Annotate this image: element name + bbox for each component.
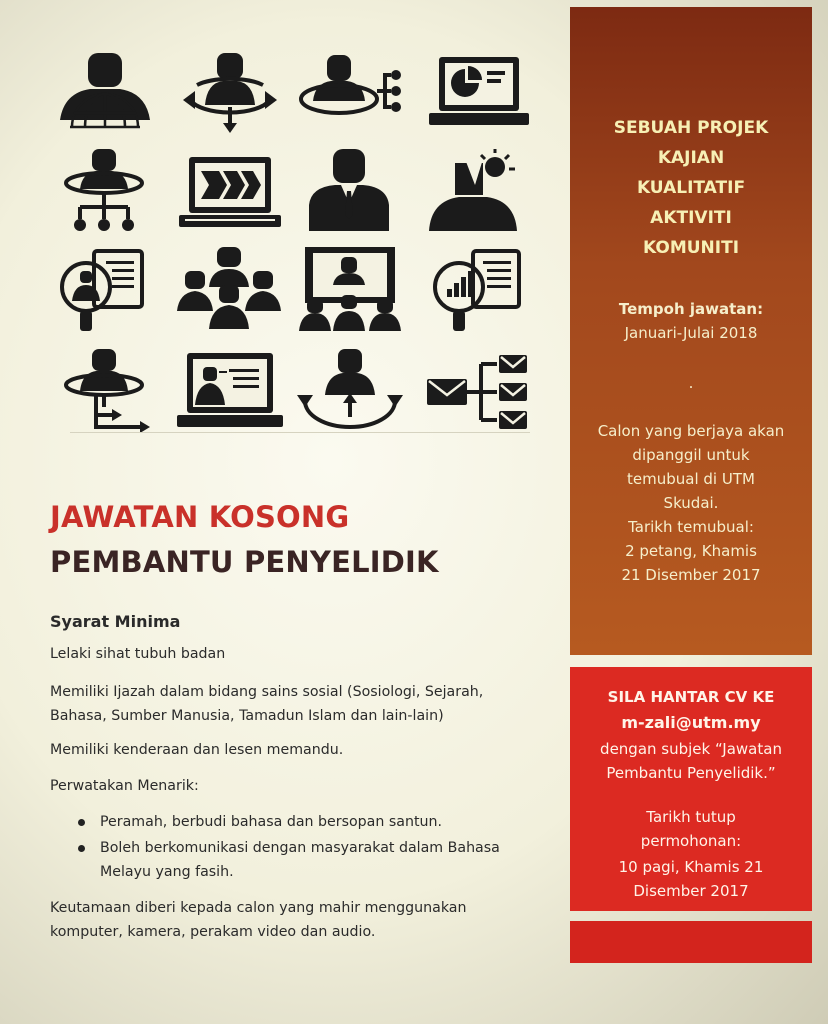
presentation-screen-icon: [295, 245, 405, 335]
interview-date-label: Tarikh temubual:: [628, 518, 754, 536]
closing-time: 10 pagi, Khamis 21: [618, 858, 764, 876]
personality-bullet-list: [50, 810, 530, 886]
application-panel: [570, 667, 812, 911]
info-line: Skudai.: [663, 494, 719, 512]
laptop-pie-chart-icon: [425, 45, 535, 135]
requirement-degree-line2: Bahasa, Sumber Manusia, Tamadun Islam dan lain-lain): [50, 708, 444, 724]
interview-date: 21 Disember 2017: [621, 566, 761, 584]
person-hierarchy-icon: [50, 145, 160, 235]
subject-line2: Pembantu Penyelidik.”: [606, 764, 776, 782]
laptop-forward-icon: [175, 145, 285, 235]
requirement-personality: Perwatakan Menarik:: [50, 778, 199, 794]
divider-line: [70, 432, 530, 433]
footer-red-bar: [570, 921, 812, 963]
requirements-heading: Syarat Minima: [50, 612, 181, 631]
send-cv-label: SILA HANTAR CV KE: [607, 688, 775, 706]
interview-time: 2 petang, Khamis: [625, 542, 757, 560]
person-network-icon: [295, 45, 405, 135]
preference-note-line2: komputer, kamera, perakam video dan audio.: [50, 924, 376, 940]
person-cycle-icon: [295, 345, 405, 435]
bullet-item: [50, 836, 530, 884]
magnifier-person-document-icon: [50, 245, 160, 335]
person-globe-icon: [50, 45, 160, 135]
closing-date-label: Tarikh tutup: [646, 808, 736, 826]
project-info-panel: [570, 7, 812, 655]
job-title-line2: PEMBANTU PENYELIDIK: [50, 545, 439, 579]
separator-dot: .: [688, 374, 694, 392]
job-title-line1: JAWATAN KOSONG: [50, 500, 350, 534]
team-group-icon: [175, 245, 285, 335]
laptop-presenter-icon: [175, 345, 285, 435]
magnifier-chart-document-icon: [425, 245, 535, 335]
closing-date: Disember 2017: [633, 882, 749, 900]
headline-line: KUALITATIF: [636, 178, 746, 198]
headline-line: AKTIVITI: [650, 208, 732, 228]
requirement-vehicle: Memiliki kenderaan dan lesen memandu.: [50, 742, 344, 758]
bullet-text: Boleh berkomunikasi dengan masyarakat dalam Bahasa: [100, 840, 500, 856]
headline-line: SEBUAH PROJEK: [613, 118, 769, 138]
info-line: Calon yang berjaya akan: [597, 422, 785, 440]
requirement-degree-line1: Memiliki Ijazah dalam bidang sains sosial (Sosiologi, Sejarah,: [50, 684, 484, 700]
subject-line1: dengan subjek “Jawatan: [600, 740, 782, 758]
info-line: temubual di UTM: [627, 470, 755, 488]
email-distribution-icon: [425, 345, 535, 435]
period-label: Tempoh jawatan:: [618, 300, 764, 318]
preference-note-line1: Keutamaan diberi kepada calon yang mahir menggunakan: [50, 900, 467, 916]
businessman-icon: [295, 145, 405, 235]
info-line: dipanggil untuk: [632, 446, 750, 464]
person-arrows-icon: [175, 45, 285, 135]
headline-line: KOMUNITI: [642, 238, 740, 258]
headline-line: KAJIAN: [657, 148, 725, 168]
requirement-health: Lelaki sihat tubuh badan: [50, 646, 226, 662]
person-process-icon: [50, 345, 160, 435]
bullet-text: Peramah, berbudi bahasa dan bersopan santun.: [100, 814, 443, 830]
bullet-dot-icon: [78, 845, 85, 852]
bullet-text-cont: Melayu yang fasih.: [100, 864, 234, 880]
person-idea-icon: [425, 145, 535, 235]
closing-date-label-cont: permohonan:: [640, 832, 742, 850]
bullet-item: [50, 810, 530, 834]
icon-grid: [50, 45, 535, 435]
project-headline: [570, 113, 812, 263]
period-value: Januari-Julai 2018: [624, 324, 758, 342]
contact-email[interactable]: m-zali@utm.my: [621, 713, 761, 732]
bullet-dot-icon: [78, 819, 85, 826]
